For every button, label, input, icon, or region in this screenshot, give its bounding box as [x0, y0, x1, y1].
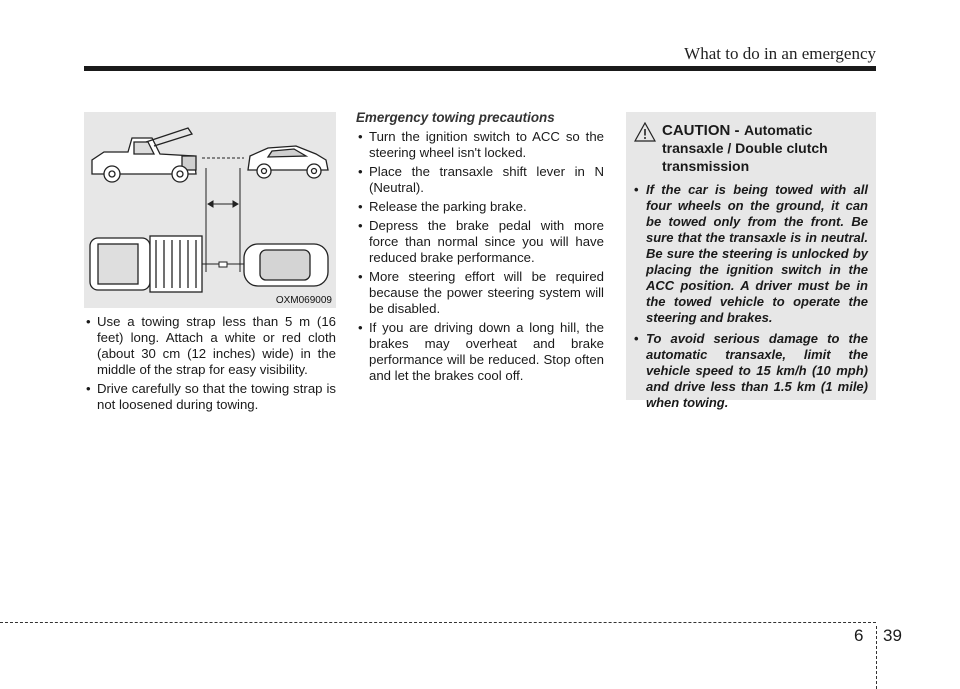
- left-column: [84, 314, 336, 416]
- left-bullet-list: [84, 314, 336, 413]
- list-item: • Drive carefully so that the towing strap is not loosened during towing.: [84, 381, 336, 413]
- list-item: • Release the parking brake.: [356, 199, 604, 215]
- towed-car-side: [248, 146, 328, 178]
- middle-column: [356, 110, 604, 387]
- list-item: • If you are driving down a long hill, the brakes may overheat and brake performance will be reduced. Stop often and let the brakes cool off.: [356, 320, 604, 384]
- page-header-title: What to do in an emergency: [684, 44, 876, 63]
- page-number: 39: [883, 626, 902, 645]
- page-number-divider: [876, 626, 877, 689]
- list-item: • If the car is being towed with all four wheels on the ground, it can be towed only from the front. Be sure that the transaxle is in neutral. Be sure the steering is unlocked by placing the ignition switch in the ACC position. A driver must be in the towed vehicle to operate the steering and brakes.: [634, 182, 868, 326]
- caution-label: CAUTION -: [662, 122, 740, 139]
- list-item: • Depress the brake pedal with more force than normal since you will have reduced brake performance.: [356, 218, 604, 266]
- towing-illustration: [84, 112, 336, 308]
- caution-box: [626, 112, 876, 410]
- towing-diagram-svg: [84, 112, 336, 308]
- towing-strap: [202, 158, 244, 272]
- footer-rule: [0, 622, 876, 623]
- warning-triangle-icon: [634, 122, 656, 142]
- list-item: • Use a towing strap less than 5 m (16 feet) long. Attach a white or red cloth (about 30 cm (12 inches) wide) in the middle of the strap for easy visibility.: [84, 314, 336, 378]
- precautions-list: [356, 129, 604, 384]
- list-item: • More steering effort will be required because the power steering system will be disabled.: [356, 269, 604, 317]
- caution-title: Automatic transaxle / Double clutch transmission: [662, 122, 828, 174]
- caution-list: [634, 182, 868, 411]
- list-item: • To avoid serious damage to the automatic transaxle, limit the vehicle speed to 15 km/h (10 mph) and drive less than 1.5 km (1 mile) when towing.: [634, 331, 868, 411]
- chapter-number: 6: [854, 626, 864, 645]
- tow-truck-top: [90, 236, 202, 292]
- list-item: • Turn the ignition switch to ACC so the steering wheel isn't locked.: [356, 129, 604, 161]
- header-rule: [84, 66, 876, 71]
- tow-truck-side: [92, 128, 196, 182]
- figure-code: OXM069009: [275, 295, 332, 306]
- caution-header: [634, 122, 868, 176]
- list-item: • Place the transaxle shift lever in N (Neutral).: [356, 164, 604, 196]
- section-heading: Emergency towing precautions: [356, 110, 555, 125]
- towed-car-top: [244, 244, 328, 286]
